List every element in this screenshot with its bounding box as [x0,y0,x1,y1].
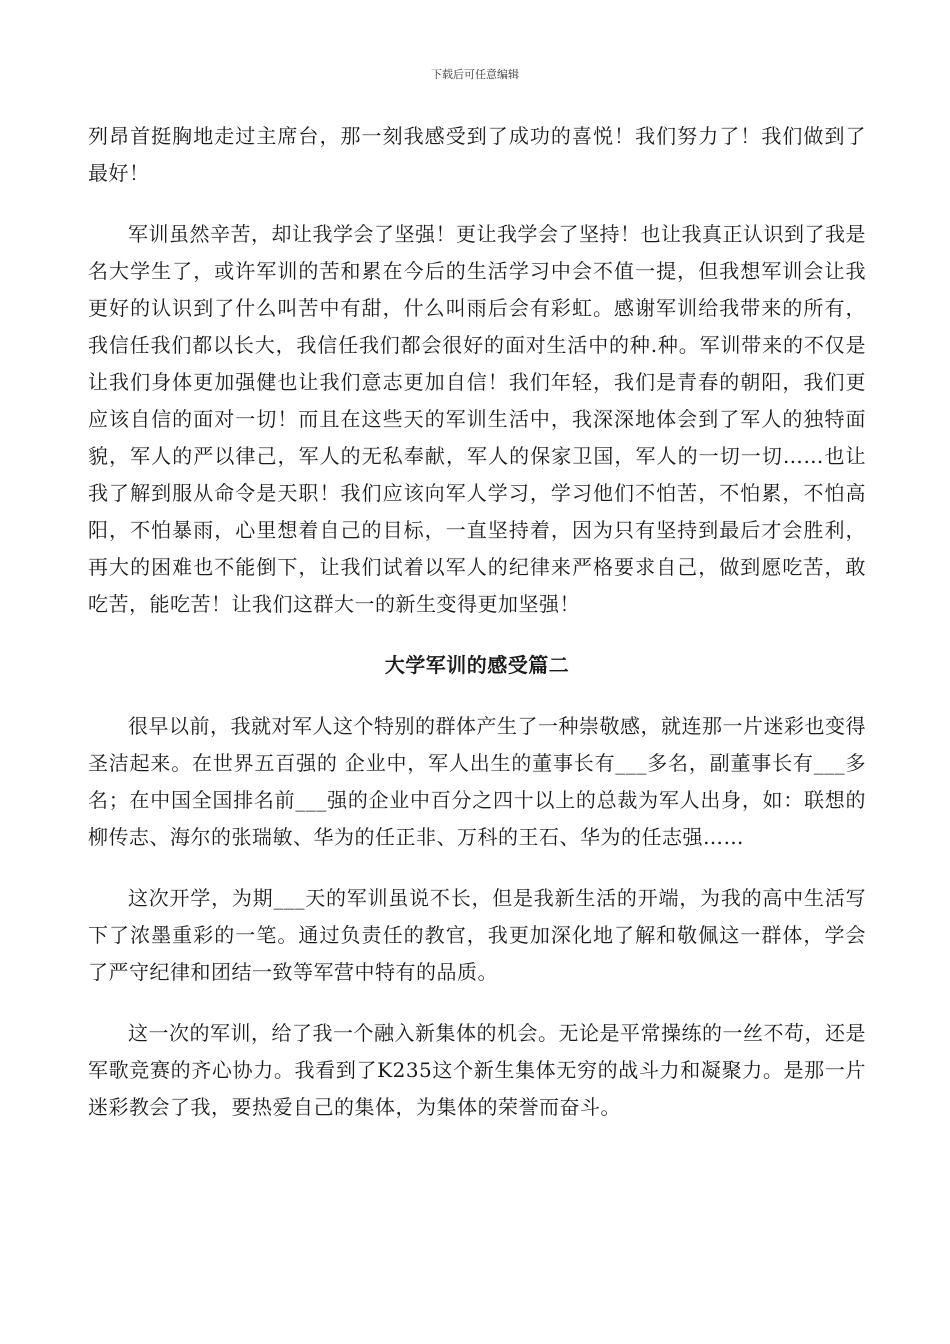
page-header-note: 下载后可任意编辑 [431,68,519,81]
paragraph-5: 这一次的军训，给了我一个融入新集体的机会。无论是平常操练的一丝不苟，还是军歌竞赛的齐心协力。我看到了K235这个新生集体无穷的战斗力和凝聚力。是那一片迷彩教会了我，要热爱自己的集体，为集体的荣誉而奋斗。 [88,1021,866,1119]
paragraph-1: 列昂首挺胸地走过主席台，那一刻我感受到了成功的喜悦！我们努力了！我们做到了最好！ [88,124,866,185]
document-body [88,118,866,1126]
paragraph-3: 很早以前，我就对军人这个特别的群体产生了一种崇敬感，就连那一片迷彩也变得圣洁起来。在世界五百强的 企业中，军人出生的董事长有___多名，副董事长有___多名；在中国全国排名前___强的企业中百分之四十以上的总裁为军人出身，如：联想的柳传志、海尔的张瑞敏、华为的任正非、万科的王石、华为的任志强…… [88,714,866,849]
section-title: 大学军训的感受篇二 [384,653,570,677]
paragraph-4: 这次开学，为期___天的军训虽说不长，但是我新生活的开端，为我的高中生活写下了浓墨重彩的一笔。通过负责任的教官，我更加深化地了解和敬佩这一群体，学会了严守纪律和团结一致等军营中特有的品质。 [88,886,866,984]
paragraph-2: 军训虽然辛苦，却让我学会了坚强！更让我学会了坚持！也让我真正认识到了我是名大学生了，或许军训的苦和累在今后的生活学习中会不值一提，但我想军训会让我更好的认识到了什么叫苦中有甜，什么叫雨后会有彩虹。感谢军训给我带来的所有，我信任我们都以长大，我信任我们都会很好的面对生活中的种.种。军训带来的不仅是让我们身体更加强健也让我们意志更加自信！我们年轻，我们是青春的朝阳，我们更应该自信的面对一切！而且在这些天的军训生活中，我深深地体会到了军人的独特面貌，军人的严以律己，军人的无私奉献，军人的保家卫国，军人的一切一切……也让我了解到服从命令是天职！我们应该向军人学习，学习他们不怕苦，不怕累，不怕高阳，不怕暴雨，心里想着自己的目标，一直坚持着，因为只有坚持到最后才会胜利，再大的困难也不能倒下，让我们试着以军人的纪律来严格要求自己，做到愿吃苦，敢吃苦，能吃苦！让我们这群大一的新生变得更加坚强！ [88,222,866,616]
